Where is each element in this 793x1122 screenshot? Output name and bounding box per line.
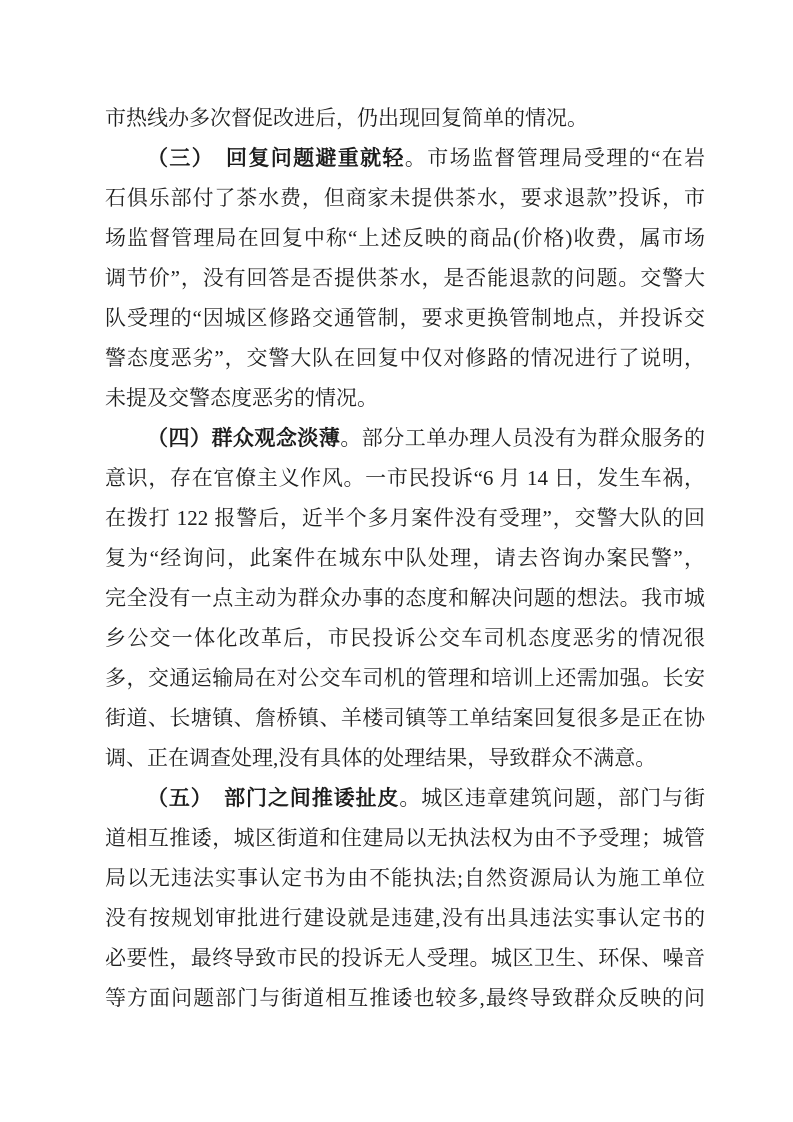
line-text: 警态度恶劣”，交警大队在回复中仅对修路的情况进行了说明， [105,346,705,370]
line-text: 道相互推诿，城区街道和住建局以无执法权为由不予受理；城管 [105,826,705,850]
line-text: 复为“经询问，此案件在城东中队处理，请去咨询办案民警”， [105,546,705,570]
section-heading-4-line [105,418,705,458]
text-line [105,538,705,578]
line-text: 必要性，最终导致市民的投诉无人受理。城区卫生、环保、噪音 [105,946,705,970]
line-text: 。部分工单办理人员没有为群众服务的 [340,426,706,450]
text-line [105,298,705,338]
text-line [105,378,705,418]
line-text: 在拨打 122 报警后，近半个多月案件没有受理”，交警大队的回 [105,506,705,530]
text-line [105,578,705,618]
line-text: 没有按规划审批进行建设就是违建,没有出具违法实事认定书的 [105,906,705,930]
line-text: 多，交通运输局在对公交车司机的管理和培训上还需加强。长安 [105,666,705,690]
text-line [105,858,705,898]
document-body [105,98,705,1018]
line-text: 调节价”，没有回答是否提供茶水，是否能退款的问题。交警大 [105,266,705,290]
text-line [105,98,705,138]
text-line [105,978,705,1018]
text-line [105,338,705,378]
text-line [105,938,705,978]
text-line [105,498,705,538]
text-line [105,458,705,498]
line-text: 街道、长塘镇、詹桥镇、羊楼司镇等工单结案回复很多是正在协 [105,706,705,730]
text-line [105,258,705,298]
text-line [105,818,705,858]
text-line [105,178,705,218]
line-text: 队受理的“因城区修路交通管制，要求更换管制地点，并投诉交 [105,306,705,330]
section-heading-3-line [105,138,705,178]
section-heading-3: （三） 回复问题避重就轻 [147,146,405,170]
line-text: 场监督管理局在回复中称“上述反映的商品(价格)收费，属市场 [105,226,705,250]
line-text: 。城区违章建筑问题，部门与街 [399,786,706,810]
text-line [105,898,705,938]
line-text: 石俱乐部付了茶水费，但商家未提供茶水，要求退款”投诉，市 [105,186,705,210]
line-text: 乡公交一体化改革后，市民投诉公交车司机态度恶劣的情况很 [105,626,705,650]
line-text: 。市场监督管理局受理的“在岩 [404,146,705,170]
text-line [105,698,705,738]
section-heading-4: （四）群众观念淡薄 [147,426,341,450]
line-text: 市热线办多次督促改进后，仍出现回复简单的情况。 [105,106,588,130]
line-text: 完全没有一点主动为群众办事的态度和解决问题的想法。我市城 [105,586,705,610]
text-line [105,218,705,258]
line-text: 调、正在调查处理,没有具体的处理结果，导致群众不满意。 [105,746,657,770]
text-line [105,658,705,698]
line-text: 未提及交警态度恶劣的情况。 [105,386,378,410]
line-text: 等方面问题部门与街道相互推诿也较多,最终导致群众反映的问 [105,986,705,1010]
line-text: 意识，存在官僚主义作风。一市民投诉“6 月 14 日，发生车祸， [105,466,705,490]
text-line [105,618,705,658]
line-text: 局以无违法实事认定书为由不能执法;自然资源局认为施工单位 [105,866,705,890]
section-heading-5: （五） 部门之间推诿扯皮 [147,786,400,810]
section-heading-5-line [105,778,705,818]
text-line [105,738,705,778]
